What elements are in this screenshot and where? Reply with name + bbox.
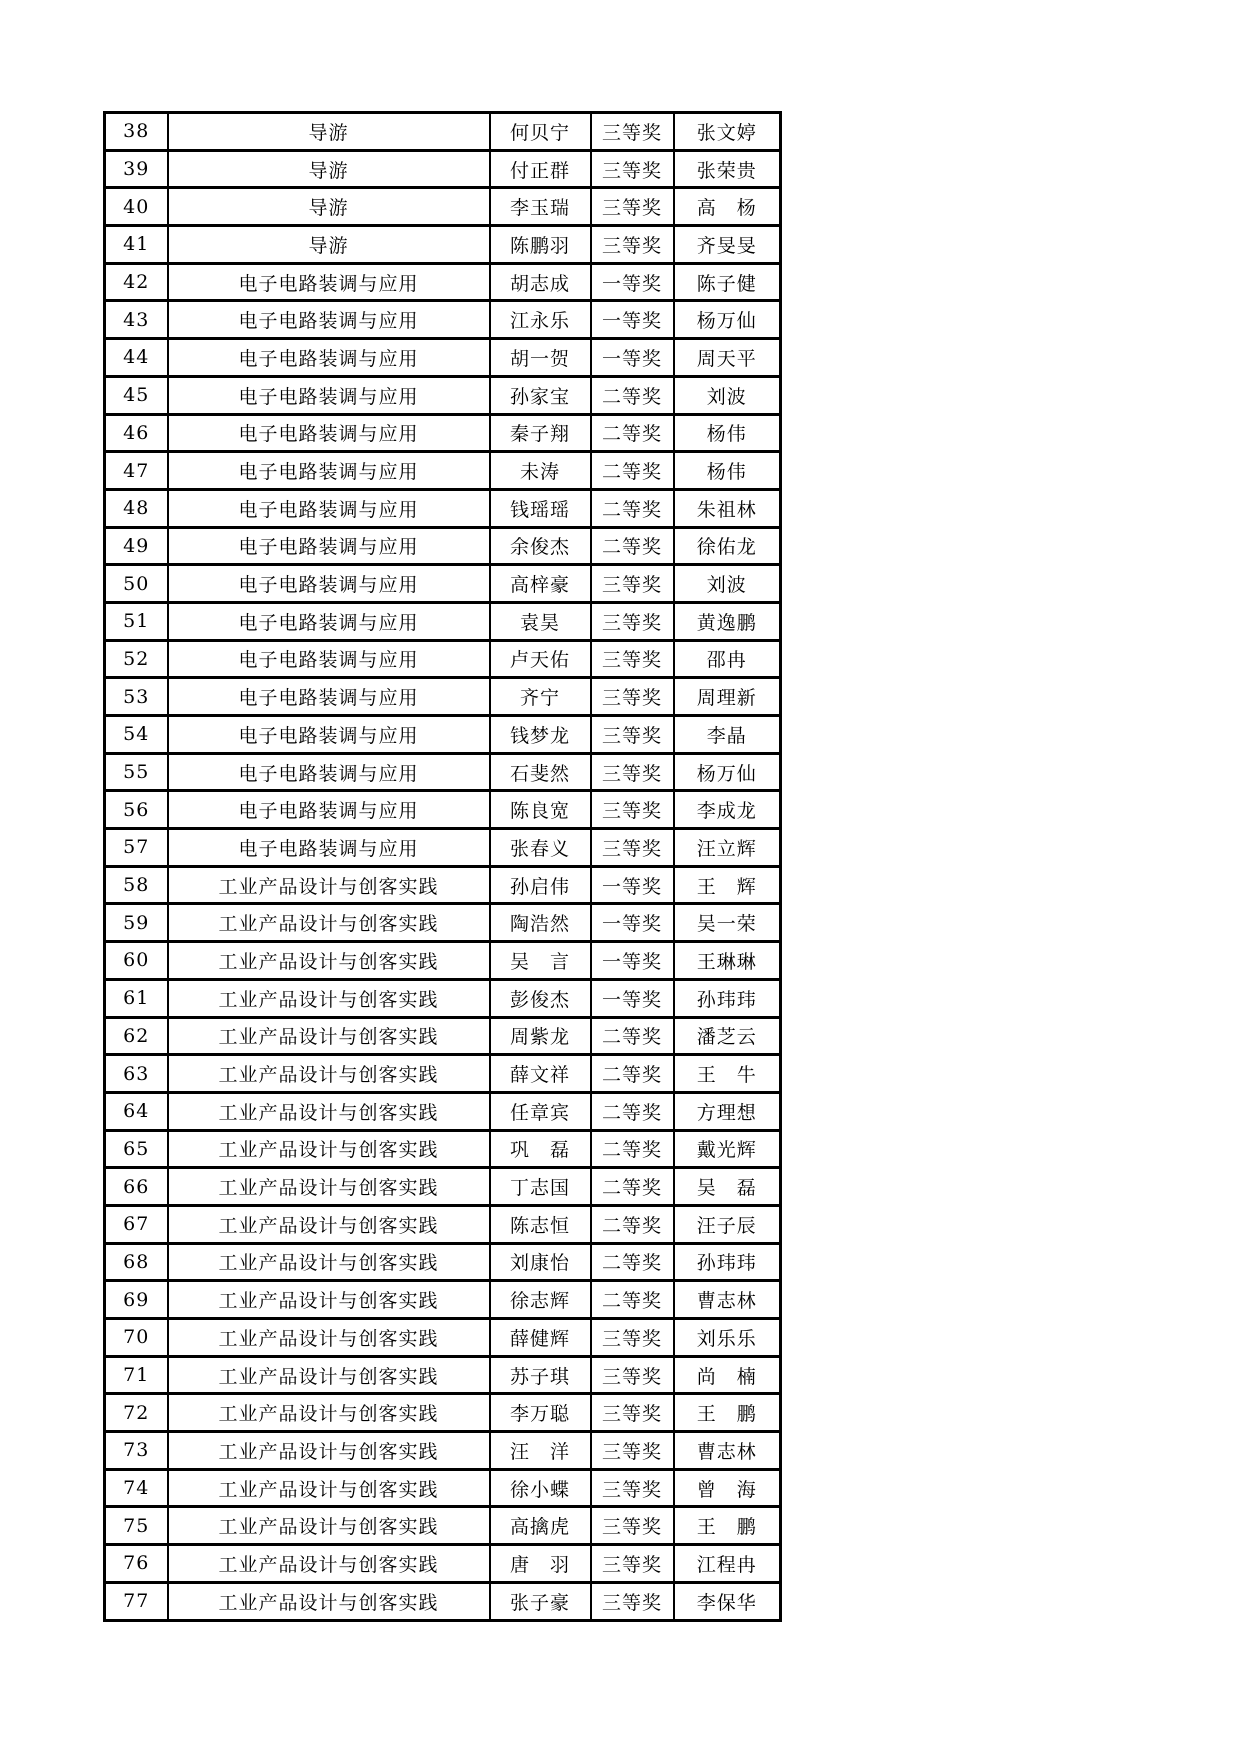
teacher-name-cell: 杨伟: [674, 452, 781, 490]
table-row: [105, 1507, 781, 1545]
teacher-name-cell: 李保华: [674, 1582, 781, 1620]
competition-event-cell: 导游: [168, 150, 490, 188]
row-number-cell: 70: [105, 1319, 168, 1357]
student-name-cell: 石斐然: [490, 753, 591, 791]
table-row: [105, 1545, 781, 1583]
competition-event-cell: 工业产品设计与创客实践: [168, 1243, 490, 1281]
student-name-cell: 周紫龙: [490, 1017, 591, 1055]
table-row: [105, 565, 781, 603]
table-row: [105, 489, 781, 527]
competition-event-cell: 工业产品设计与创客实践: [168, 1130, 490, 1168]
row-number-cell: 52: [105, 640, 168, 678]
student-name-cell: 高擒虎: [490, 1507, 591, 1545]
student-name-cell: 彭俊杰: [490, 979, 591, 1017]
table-row: [105, 866, 781, 904]
student-name-cell: 任章宾: [490, 1092, 591, 1130]
award-level-cell: 二等奖: [591, 376, 674, 414]
row-number-cell: 67: [105, 1205, 168, 1243]
table-row: [105, 753, 781, 791]
teacher-name-cell: 王琳琳: [674, 942, 781, 980]
teacher-name-cell: 吴一荣: [674, 904, 781, 942]
competition-event-cell: 工业产品设计与创客实践: [168, 1168, 490, 1206]
competition-event-cell: 电子电路装调与应用: [168, 829, 490, 867]
teacher-name-cell: 汪立辉: [674, 829, 781, 867]
student-name-cell: 钱瑶瑶: [490, 489, 591, 527]
row-number-cell: 69: [105, 1281, 168, 1319]
award-level-cell: 二等奖: [591, 1055, 674, 1093]
table-row: [105, 1432, 781, 1470]
student-name-cell: 徐小蝶: [490, 1469, 591, 1507]
teacher-name-cell: 徐佑龙: [674, 527, 781, 565]
teacher-name-cell: 刘波: [674, 376, 781, 414]
table-row: [105, 414, 781, 452]
teacher-name-cell: 方理想: [674, 1092, 781, 1130]
teacher-name-cell: 张文婷: [674, 113, 781, 151]
row-number-cell: 49: [105, 527, 168, 565]
student-name-cell: 袁昊: [490, 602, 591, 640]
competition-event-cell: 工业产品设计与创客实践: [168, 1432, 490, 1470]
award-level-cell: 二等奖: [591, 1281, 674, 1319]
table-row: [105, 263, 781, 301]
row-number-cell: 55: [105, 753, 168, 791]
competition-event-cell: 工业产品设计与创客实践: [168, 942, 490, 980]
table-row: [105, 1582, 781, 1620]
row-number-cell: 53: [105, 678, 168, 716]
student-name-cell: 唐 羽: [490, 1545, 591, 1583]
award-level-cell: 二等奖: [591, 414, 674, 452]
award-level-cell: 三等奖: [591, 565, 674, 603]
row-number-cell: 47: [105, 452, 168, 490]
student-name-cell: 李万聪: [490, 1394, 591, 1432]
competition-event-cell: 电子电路装调与应用: [168, 602, 490, 640]
row-number-cell: 68: [105, 1243, 168, 1281]
table-row: [105, 1319, 781, 1357]
row-number-cell: 56: [105, 791, 168, 829]
student-name-cell: 李玉瑞: [490, 188, 591, 226]
competition-event-cell: 工业产品设计与创客实践: [168, 866, 490, 904]
teacher-name-cell: 戴光辉: [674, 1130, 781, 1168]
competition-event-cell: 电子电路装调与应用: [168, 263, 490, 301]
table-row: [105, 1243, 781, 1281]
award-level-cell: 二等奖: [591, 1205, 674, 1243]
competition-event-cell: 工业产品设计与创客实践: [168, 1582, 490, 1620]
competition-event-cell: 工业产品设计与创客实践: [168, 1469, 490, 1507]
row-number-cell: 50: [105, 565, 168, 603]
award-level-cell: 三等奖: [591, 150, 674, 188]
award-level-cell: 三等奖: [591, 113, 674, 151]
competition-event-cell: 电子电路装调与应用: [168, 452, 490, 490]
competition-event-cell: 工业产品设计与创客实践: [168, 1281, 490, 1319]
student-name-cell: 薛健辉: [490, 1319, 591, 1357]
table-row: [105, 678, 781, 716]
competition-event-cell: 电子电路装调与应用: [168, 489, 490, 527]
row-number-cell: 75: [105, 1507, 168, 1545]
award-level-cell: 三等奖: [591, 716, 674, 754]
teacher-name-cell: 齐旻旻: [674, 226, 781, 264]
table-row: [105, 339, 781, 377]
award-level-cell: 三等奖: [591, 1507, 674, 1545]
row-number-cell: 62: [105, 1017, 168, 1055]
student-name-cell: 高梓豪: [490, 565, 591, 603]
award-level-cell: 三等奖: [591, 226, 674, 264]
teacher-name-cell: 李晶: [674, 716, 781, 754]
student-name-cell: 齐宁: [490, 678, 591, 716]
student-name-cell: 刘康怡: [490, 1243, 591, 1281]
row-number-cell: 43: [105, 301, 168, 339]
competition-event-cell: 工业产品设计与创客实践: [168, 904, 490, 942]
award-level-cell: 三等奖: [591, 1469, 674, 1507]
competition-event-cell: 电子电路装调与应用: [168, 716, 490, 754]
row-number-cell: 72: [105, 1394, 168, 1432]
table-row: [105, 113, 781, 151]
award-level-cell: 三等奖: [591, 1356, 674, 1394]
teacher-name-cell: 周天平: [674, 339, 781, 377]
row-number-cell: 57: [105, 829, 168, 867]
competition-event-cell: 电子电路装调与应用: [168, 791, 490, 829]
award-level-cell: 三等奖: [591, 678, 674, 716]
table-row: [105, 1205, 781, 1243]
table-row: [105, 1394, 781, 1432]
teacher-name-cell: 尚 楠: [674, 1356, 781, 1394]
award-level-cell: 三等奖: [591, 1394, 674, 1432]
student-name-cell: 薛文祥: [490, 1055, 591, 1093]
teacher-name-cell: 杨万仙: [674, 753, 781, 791]
award-level-cell: 二等奖: [591, 1130, 674, 1168]
award-level-cell: 三等奖: [591, 1545, 674, 1583]
award-level-cell: 二等奖: [591, 1168, 674, 1206]
award-level-cell: 一等奖: [591, 301, 674, 339]
student-name-cell: 丁志国: [490, 1168, 591, 1206]
competition-event-cell: 电子电路装调与应用: [168, 301, 490, 339]
row-number-cell: 73: [105, 1432, 168, 1470]
row-number-cell: 39: [105, 150, 168, 188]
award-table-body: [105, 113, 781, 1621]
row-number-cell: 74: [105, 1469, 168, 1507]
award-level-cell: 三等奖: [591, 1319, 674, 1357]
competition-event-cell: 工业产品设计与创客实践: [168, 979, 490, 1017]
row-number-cell: 45: [105, 376, 168, 414]
table-row: [105, 1130, 781, 1168]
student-name-cell: 张子豪: [490, 1582, 591, 1620]
award-level-cell: 二等奖: [591, 1017, 674, 1055]
competition-event-cell: 工业产品设计与创客实践: [168, 1356, 490, 1394]
row-number-cell: 66: [105, 1168, 168, 1206]
student-name-cell: 胡志成: [490, 263, 591, 301]
competition-event-cell: 电子电路装调与应用: [168, 414, 490, 452]
teacher-name-cell: 曾 海: [674, 1469, 781, 1507]
row-number-cell: 54: [105, 716, 168, 754]
competition-event-cell: 导游: [168, 113, 490, 151]
award-results-table: [103, 111, 782, 1622]
student-name-cell: 江永乐: [490, 301, 591, 339]
teacher-name-cell: 杨伟: [674, 414, 781, 452]
teacher-name-cell: 刘波: [674, 565, 781, 603]
table-row: [105, 150, 781, 188]
table-row: [105, 1017, 781, 1055]
award-level-cell: 二等奖: [591, 527, 674, 565]
student-name-cell: 吴 言: [490, 942, 591, 980]
teacher-name-cell: 曹志林: [674, 1281, 781, 1319]
table-row: [105, 301, 781, 339]
competition-event-cell: 电子电路装调与应用: [168, 678, 490, 716]
row-number-cell: 40: [105, 188, 168, 226]
award-level-cell: 三等奖: [591, 753, 674, 791]
award-level-cell: 一等奖: [591, 339, 674, 377]
competition-event-cell: 导游: [168, 226, 490, 264]
table-row: [105, 1469, 781, 1507]
table-row: [105, 602, 781, 640]
award-level-cell: 三等奖: [591, 602, 674, 640]
table-row: [105, 527, 781, 565]
competition-event-cell: 电子电路装调与应用: [168, 565, 490, 603]
competition-event-cell: 工业产品设计与创客实践: [168, 1319, 490, 1357]
teacher-name-cell: 邵冉: [674, 640, 781, 678]
teacher-name-cell: 刘乐乐: [674, 1319, 781, 1357]
teacher-name-cell: 江程冉: [674, 1545, 781, 1583]
table-row: [105, 1281, 781, 1319]
student-name-cell: 孙启伟: [490, 866, 591, 904]
student-name-cell: 巩 磊: [490, 1130, 591, 1168]
student-name-cell: 钱梦龙: [490, 716, 591, 754]
award-level-cell: 一等奖: [591, 263, 674, 301]
competition-event-cell: 电子电路装调与应用: [168, 753, 490, 791]
teacher-name-cell: 高 杨: [674, 188, 781, 226]
award-level-cell: 二等奖: [591, 489, 674, 527]
award-level-cell: 三等奖: [591, 1582, 674, 1620]
teacher-name-cell: 吴 磊: [674, 1168, 781, 1206]
competition-event-cell: 电子电路装调与应用: [168, 640, 490, 678]
table-row: [105, 1092, 781, 1130]
teacher-name-cell: 王 牛: [674, 1055, 781, 1093]
award-level-cell: 二等奖: [591, 452, 674, 490]
teacher-name-cell: 陈子健: [674, 263, 781, 301]
teacher-name-cell: 黄逸鹏: [674, 602, 781, 640]
table-row: [105, 979, 781, 1017]
table-row: [105, 829, 781, 867]
row-number-cell: 63: [105, 1055, 168, 1093]
table-row: [105, 716, 781, 754]
student-name-cell: 余俊杰: [490, 527, 591, 565]
row-number-cell: 51: [105, 602, 168, 640]
competition-event-cell: 电子电路装调与应用: [168, 376, 490, 414]
row-number-cell: 42: [105, 263, 168, 301]
student-name-cell: 卢天佑: [490, 640, 591, 678]
teacher-name-cell: 曹志林: [674, 1432, 781, 1470]
teacher-name-cell: 王 辉: [674, 866, 781, 904]
student-name-cell: 张春义: [490, 829, 591, 867]
award-level-cell: 三等奖: [591, 188, 674, 226]
table-row: [105, 791, 781, 829]
award-level-cell: 三等奖: [591, 829, 674, 867]
student-name-cell: 汪 洋: [490, 1432, 591, 1470]
award-level-cell: 二等奖: [591, 1243, 674, 1281]
row-number-cell: 44: [105, 339, 168, 377]
row-number-cell: 71: [105, 1356, 168, 1394]
teacher-name-cell: 孙玮玮: [674, 979, 781, 1017]
teacher-name-cell: 张荣贵: [674, 150, 781, 188]
row-number-cell: 77: [105, 1582, 168, 1620]
award-level-cell: 一等奖: [591, 942, 674, 980]
award-level-cell: 一等奖: [591, 904, 674, 942]
competition-event-cell: 工业产品设计与创客实践: [168, 1205, 490, 1243]
row-number-cell: 58: [105, 866, 168, 904]
row-number-cell: 41: [105, 226, 168, 264]
row-number-cell: 46: [105, 414, 168, 452]
student-name-cell: 陈志恒: [490, 1205, 591, 1243]
award-level-cell: 三等奖: [591, 640, 674, 678]
competition-event-cell: 工业产品设计与创客实践: [168, 1092, 490, 1130]
award-level-cell: 一等奖: [591, 866, 674, 904]
table-row: [105, 376, 781, 414]
teacher-name-cell: 王 鹏: [674, 1507, 781, 1545]
table-row: [105, 640, 781, 678]
row-number-cell: 64: [105, 1092, 168, 1130]
competition-event-cell: 工业产品设计与创客实践: [168, 1055, 490, 1093]
student-name-cell: 未涛: [490, 452, 591, 490]
table-row: [105, 188, 781, 226]
award-level-cell: 一等奖: [591, 979, 674, 1017]
student-name-cell: 陈鹏羽: [490, 226, 591, 264]
teacher-name-cell: 杨万仙: [674, 301, 781, 339]
student-name-cell: 陶浩然: [490, 904, 591, 942]
award-level-cell: 二等奖: [591, 1092, 674, 1130]
table-row: [105, 942, 781, 980]
row-number-cell: 60: [105, 942, 168, 980]
competition-event-cell: 工业产品设计与创客实践: [168, 1545, 490, 1583]
row-number-cell: 38: [105, 113, 168, 151]
teacher-name-cell: 汪子辰: [674, 1205, 781, 1243]
row-number-cell: 48: [105, 489, 168, 527]
row-number-cell: 76: [105, 1545, 168, 1583]
student-name-cell: 胡一贺: [490, 339, 591, 377]
teacher-name-cell: 李成龙: [674, 791, 781, 829]
student-name-cell: 何贝宁: [490, 113, 591, 151]
competition-event-cell: 工业产品设计与创客实践: [168, 1017, 490, 1055]
teacher-name-cell: 周理新: [674, 678, 781, 716]
teacher-name-cell: 朱祖林: [674, 489, 781, 527]
table-row: [105, 452, 781, 490]
table-row: [105, 1168, 781, 1206]
table-row: [105, 1356, 781, 1394]
teacher-name-cell: 王 鹏: [674, 1394, 781, 1432]
student-name-cell: 陈良宽: [490, 791, 591, 829]
table-row: [105, 1055, 781, 1093]
competition-event-cell: 工业产品设计与创客实践: [168, 1507, 490, 1545]
table-row: [105, 904, 781, 942]
row-number-cell: 59: [105, 904, 168, 942]
competition-event-cell: 工业产品设计与创客实践: [168, 1394, 490, 1432]
competition-event-cell: 电子电路装调与应用: [168, 527, 490, 565]
award-level-cell: 三等奖: [591, 791, 674, 829]
student-name-cell: 苏子琪: [490, 1356, 591, 1394]
row-number-cell: 61: [105, 979, 168, 1017]
student-name-cell: 徐志辉: [490, 1281, 591, 1319]
competition-event-cell: 导游: [168, 188, 490, 226]
row-number-cell: 65: [105, 1130, 168, 1168]
award-level-cell: 三等奖: [591, 1432, 674, 1470]
student-name-cell: 付正群: [490, 150, 591, 188]
student-name-cell: 秦子翔: [490, 414, 591, 452]
teacher-name-cell: 孙玮玮: [674, 1243, 781, 1281]
competition-event-cell: 电子电路装调与应用: [168, 339, 490, 377]
teacher-name-cell: 潘芝云: [674, 1017, 781, 1055]
student-name-cell: 孙家宝: [490, 376, 591, 414]
table-row: [105, 226, 781, 264]
